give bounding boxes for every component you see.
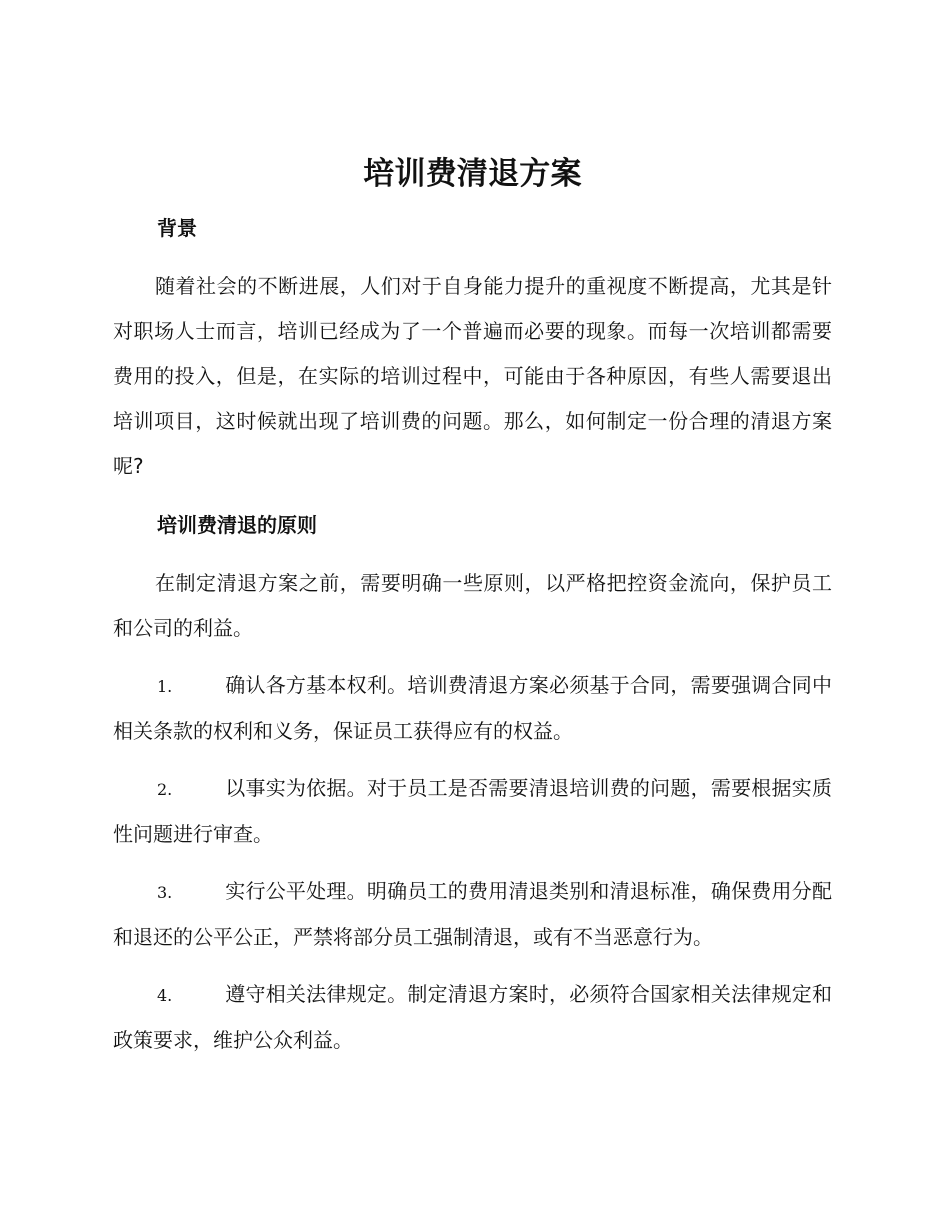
document-title: 培训费清退方案 [363, 156, 582, 192]
principle-number-2: 2. [157, 780, 173, 799]
principle-number-4: 4. [157, 986, 173, 1005]
background-heading: 背景 [157, 216, 197, 240]
principle-text-4: 遵守相关法律规定。制定清退方案时，必须符合国家相关法律规定和政策要求，维护公众利益。 [113, 982, 832, 1052]
principles-intro-paragraph: 在制定清退方案之前，需要明确一些原则，以严格把控资金流向，保护员工和公司的利益。 [113, 571, 832, 640]
principle-text-1: 确认各方基本权利。培训费清退方案必须基于合同，需要强调合同中相关条款的权利和义务，保证员工获得应有的权益。 [113, 673, 832, 743]
principle-item-2 [113, 766, 832, 857]
principle-item-3 [113, 869, 832, 960]
principle-item-4 [113, 972, 832, 1063]
principles-heading: 培训费清退的原则 [157, 513, 317, 537]
principles-section [113, 507, 832, 1063]
principle-number-3: 3. [157, 883, 173, 902]
principle-text-2: 以事实为依据。对于员工是否需要清退培训费的问题，需要根据实质性问题进行审查。 [113, 776, 832, 846]
principle-text-3: 实行公平处理。明确员工的费用清退类别和清退标准，确保费用分配和退还的公平公正，严禁将部分员工强制清退，或有不当恶意行为。 [113, 879, 832, 949]
principle-item-1 [113, 663, 832, 754]
background-section [113, 210, 832, 489]
background-paragraph: 随着社会的不断进展，人们对于自身能力提升的重视度不断提高，尤其是针对职场人士而言，培训已经成为了一个普遍而必要的现象。而每一次培训都需要费用的投入，但是，在实际的培训过程中，可能由于各种原因，有些人需要退出培训项目，这时候就出现了培训费的问题。那么，如何制定一份合理的清退方案呢? [113, 274, 832, 478]
principle-number-1: 1. [157, 677, 173, 696]
document-content [113, 150, 832, 1063]
section-spacer [113, 489, 832, 495]
